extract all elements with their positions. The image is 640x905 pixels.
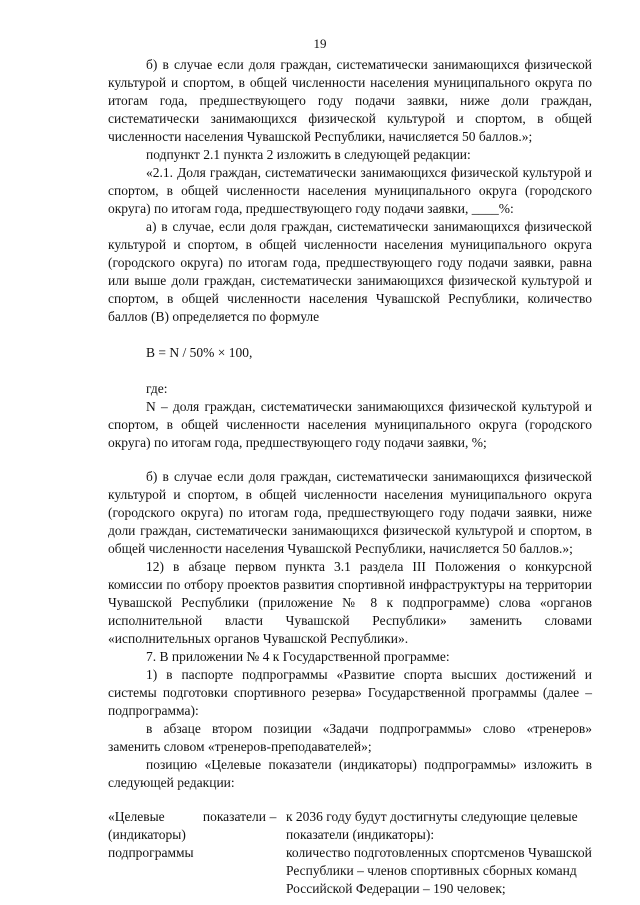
table-value-line: количество подготовленных спортсменов Чувашской Республики – членов спортивных сборных команд Российской Федерации – 190 человек; [286,845,592,896]
paragraph: позицию «Целевые показатели (индикаторы) подпрограммы» изложить в следующей редакции: [108,757,592,790]
table-value-line: к 2036 году будут достигнуты следующие целевые показатели (индикаторы): [286,809,578,842]
paragraph: б) в случае если доля граждан, систематически занимающихся физической культурой и спортом, в общей численности населения муниципального округа (городского округа) по итогам года, предшествующего году подачи заявки, ниже доли граждан, систематически занимающихся физической культурой и спортом, в общей численности населения Чувашской Республики, начисляется 50 баллов.»; [108,469,592,556]
paragraph: N – доля граждан, систематически занимающихся физической культурой и спортом, в общей численности населения муниципального округа (городского округа) по итогам года, предшествующего году подачи заявки, %; [108,399,592,450]
passport-table-row [108,808,592,898]
paragraph: б) в случае если доля граждан, систематически занимающихся физической культурой и спортом, в общей численности населения муниципального округа по итогам года, предшествующего году подачи заявки, ниже доли граждан, систематически занимающихся физической культурой и спортом, в общей численности населения Чувашской Республики, начисляется 50 баллов.»; [108,57,592,144]
page-number: 19 [313,36,327,51]
paragraph: 7. В приложении № 4 к Государственной программе: [146,649,450,664]
document-body [108,56,592,898]
table-cell-dash: – [269,809,277,824]
paragraph: а) в случае, если доля граждан, систематически занимающихся физической культурой и спортом, в общей численности населения муниципального округа (городского округа) по итогам года, предшествующего году подачи заявки, равна или выше доли граждан, систематически занимающихся физической культурой и спортом, в общей численности населения Чувашской Республики, количество баллов (В) определяется по формуле [108,219,592,324]
paragraph: 1) в паспорте подпрограммы «Развитие спорта высших достижений и системы подготовки спортивного резерва» Государственной программы (далее – подпрограмма): [108,667,592,718]
paragraph-where: где: [146,381,168,396]
formula: В = N / 50% × 100, [146,345,253,360]
paragraph: 12) в абзаце первом пункта 3.1 раздела III Положения о конкурсной комиссии по отбору проектов развития спортивной инфраструктуры на территории Чувашской Республики (приложение № 8 к подпрограмме) слова «органов исполнительной власти Чувашской Республики» заменить словами «исполнительных органов Чувашской Республики». [108,559,592,646]
table-cell-value [280,808,592,898]
paragraph: в абзаце втором позиции «Задачи подпрограммы» слово «тренеров» заменить словом «тренеров-преподавателей»; [108,721,592,754]
paragraph: подпункт 2.1 пункта 2 изложить в следующей редакции: [146,147,471,162]
table-cell-label: «Целевые показатели (индикаторы) подпрограммы [108,809,266,860]
paragraph: «2.1. Доля граждан, систематически занимающихся физической культурой и спортом, в общей численности населения муниципального округа (городского округа) по итогам года, предшествующего году подачи заявки, ____%: [108,165,592,216]
